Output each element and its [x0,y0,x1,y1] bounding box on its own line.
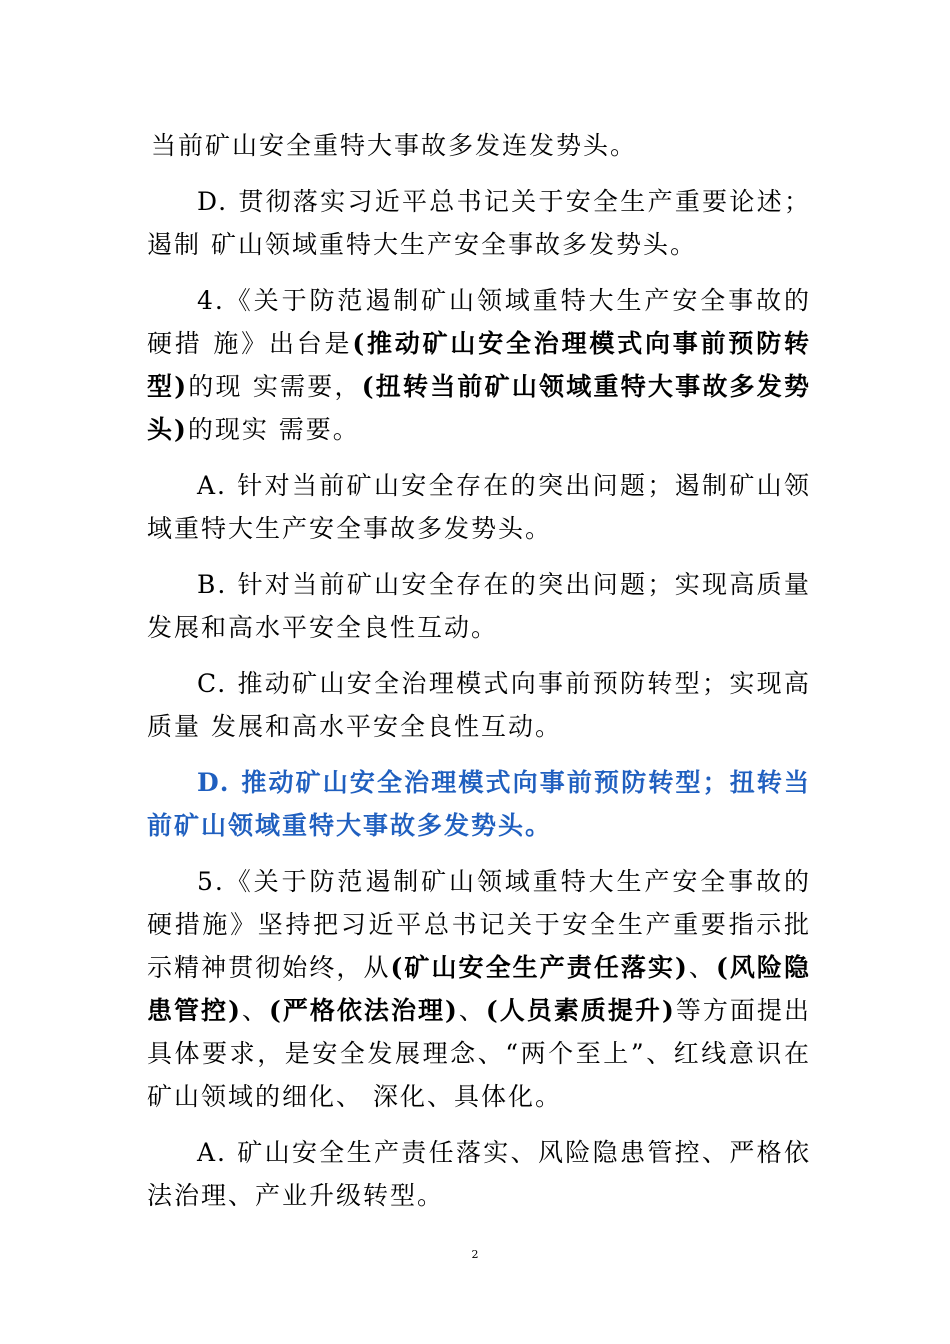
question-5-blank-2: (风险隐患管控) [147,953,811,1025]
question-5-sep-3: 、 [458,996,486,1025]
question-5-blank-1: (矿山安全生产责任落实) [390,953,689,982]
option-c-q4: C. 推动矿山安全治理模式向事前预防转型；实现高质量 发展和高水平安全良性互动。 [147,669,811,741]
question-4-blank-2: (扭转当前矿山领域重特大事故多发势头) [147,372,811,444]
question-4-mid: 的现 实需要， [188,372,362,401]
option-a-q4: A. 针对当前矿山安全存在的突出问题；遏制矿山领域重特大生产安全事故多发势头。 [147,471,811,543]
question-4-suffix: 的现实 需要。 [187,415,360,444]
option-d-q4-answer: D. 推动矿山安全治理模式向事前预防转型；扭转当前矿山领域重特大事故多发势头。 [147,768,811,840]
option-b-q4: B. 针对当前矿山安全存在的突出问题；实现高质量发展和高水平安全良性互动。 [147,570,811,642]
question-5 [147,860,811,1118]
document-body [147,124,811,1230]
question-5-sep-2: 、 [241,996,269,1025]
page-number: 2 [471,1248,479,1261]
question-5-blank-3: (严格依法治理) [268,996,459,1025]
option-d-q3: D. 贯彻落实习近平总书记关于安全生产重要论述；遏制 矿山领域重特大生产安全事故多发势头。 [147,187,811,259]
paragraph-continuation: 当前矿山安全重特大事故多发连发势头。 [151,131,638,160]
question-4 [147,279,811,451]
question-5-sep-1: 、 [688,953,716,982]
question-5-suffix: 等方面提出具体要求，是安全发展理念、“两个至上”、红线意识在矿山领域的细化、 深化、具体化。 [147,996,811,1111]
question-4-prefix: 4.《关于防范遏制矿山领域重特大生产安全事故的硬措 施》出台是 [147,286,811,358]
question-5-prefix: 5.《关于防范遏制矿山领域重特大生产安全事故的硬措施》坚持把习近平总书记关于安全生产重要指示批示精神贯彻始终，从 [147,867,811,982]
option-a-q5: A. 矿山安全生产责任落实、风险隐患管控、严格依法治理、产业升级转型。 [147,1138,811,1210]
question-5-blank-4: (人员素质提升) [485,996,676,1025]
question-4-blank-1: (推动矿山安全治理模式向事前预防转型) [147,329,811,401]
